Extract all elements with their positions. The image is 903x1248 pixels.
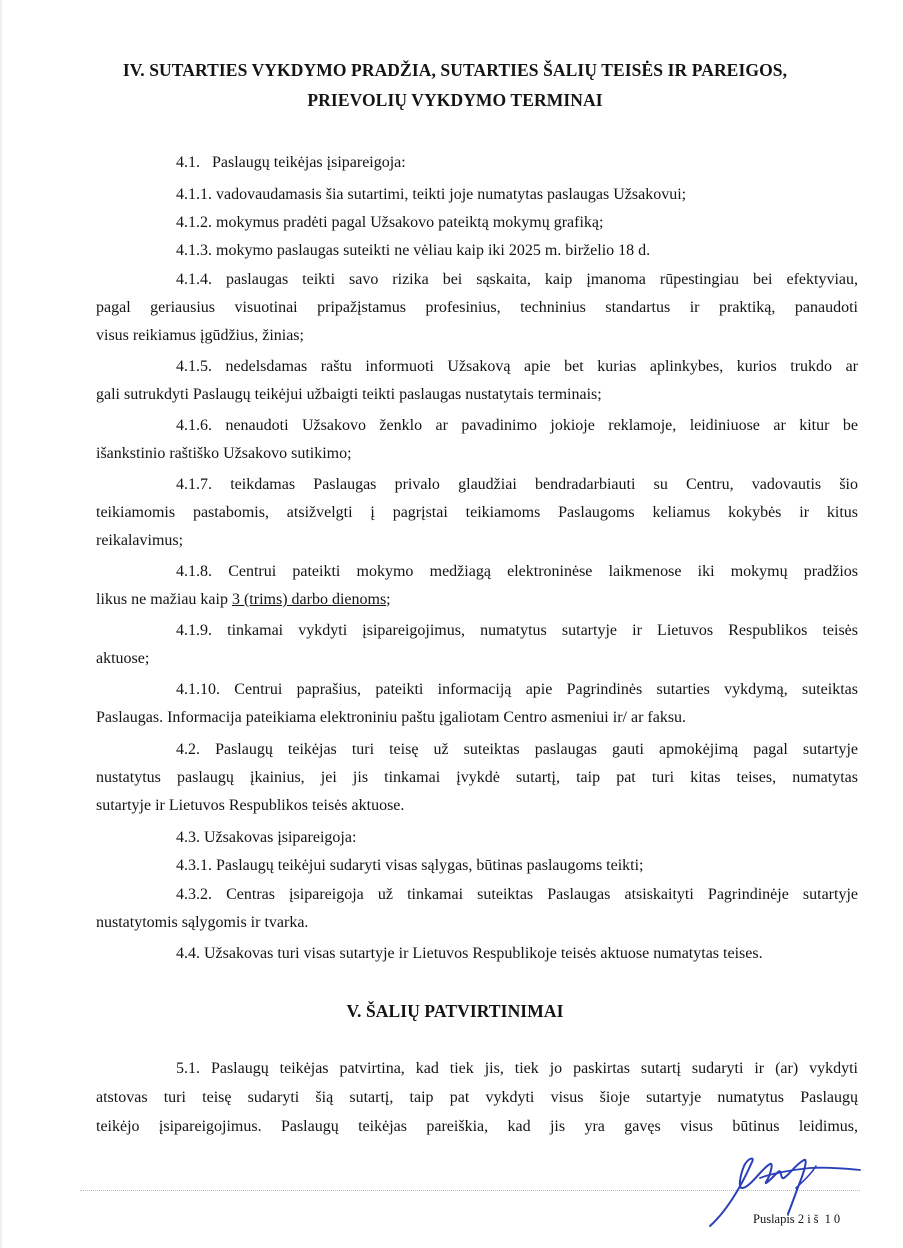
clause-4-3-1: 4.3.1. Paslaugų teikėjui sudaryti visas sąlygas, būtinas paslaugoms teikti; [176,857,644,874]
clause-4-1-7-line3: reikalavimus; [96,532,184,549]
page-label: Puslapis [753,1212,795,1226]
clause-4-2-line1: 4.2. Paslaugų teikėjas turi teisę už suteiktas paslaugas gauti apmokėjimą pagal sutartyje [176,741,858,758]
clause-5-1-line3: teikėjo įsipareigojimus. Paslaugų teikėjas pareiškia, kad jis yra gavęs visus būtinus leidimus, [96,1118,858,1135]
section-iv-title-line2: PRIEVOLIŲ VYKDYMO TERMINAI [307,90,603,110]
clause-4-1-3: 4.1.3. mokymo paslaugas suteikti ne vėliau kaip iki 2025 m. birželio 18 d. [176,242,651,259]
clause-4-1-4-line1: 4.1.4. paslaugas teikti savo rizika bei sąskaita, kaip įmanoma rūpestingiau bei efektyviau, [176,271,858,288]
clause-4-1-9-line2: aktuose; [96,650,150,667]
clause-5-1-line2: atstovas turi teisę sudaryti šią sutartį, taip pat vykdyti visus šioje sutartyje numatytus Paslaugų [96,1089,858,1106]
clause-4-1-4-line3: visus reikiamus įgūdžius, žinias; [96,327,304,344]
clause-4-1-4-line2: pagal geriausius visuotinai pripažįstamus profesinius, techninius standartus ir praktiką, panaudoti [96,299,858,316]
clause-4-1-7-line1: 4.1.7. teikdamas Paslaugas privalo glaudžiai bendradarbiauti su Centru, vadovautis šio [176,476,858,493]
page-total: 10 [824,1212,844,1226]
clause-4-3-2-line1: 4.3.2. Centras įsipareigoja už tinkamai suteiktas Paslaugas atsiskaityti Pagrindinėje sutartyje [176,886,858,903]
clause-4-1-9-line1: 4.1.9. tinkamai vykdyti įsipareigojimus, numatytus sutartyje ir Lietuvos Respublikos teisės [176,622,858,639]
scan-edge [0,0,2,1248]
clause-4-1-8-line2 [96,590,391,610]
clause-4-1-8-end: ; [386,591,391,608]
clause-4-1-10-line1: 4.1.10. Centrui paprašius, pateikti informaciją apie Pagrindinės sutarties vykdymą, suteiktas [176,681,858,698]
page-current: 2 [797,1212,805,1226]
clause-4-1-8-text: likus ne mažiau kaip [96,591,232,608]
clause-5-1-line1: 5.1. Paslaugų teikėjas patvirtina, kad tiek jis, tiek jo paskirtas sutartį sudaryti ir (ar) vykdyti [176,1060,858,1077]
clause-4-4: 4.4. Užsakovas turi visas sutartyje ir Lietuvos Respublikoje teisės aktuose numatytas teises. [176,945,763,962]
handwritten-signature [700,1148,870,1238]
clause-4-1-6-line1: 4.1.6. nenaudoti Užsakovo ženklo ar pavadinimo jokioje reklamoje, leidiniuose ar kitur be [176,417,858,434]
clause-4-1-1: 4.1.1. vadovaudamasis šia sutartimi, teikti joje numatytas paslaugas Užsakovui; [176,186,687,203]
clause-4-2-line3: sutartyje ir Lietuvos Respublikos teisės aktuose. [96,797,405,814]
clause-4-3-2-line2: nustatytomis sąlygomis ir tvarka. [96,914,309,931]
page-of: iš [807,1212,822,1226]
clause-4-1-10-line2: Paslaugas. Informacija pateikiama elektroniniu paštu įgaliotam Centro asmeniui ir/ ar faksu. [96,709,687,726]
clause-4-3: 4.3. Užsakovas įsipareigoja: [176,829,357,846]
clause-4-1-6-line2: išankstinio raštiško Užsakovo sutikimo; [96,445,352,462]
clause-4-1-5-line2: gali sutrukdyti Paslaugų teikėjui užbaigti teikti paslaugas nustatytais terminais; [96,386,602,403]
clause-4-2-line2: nustatytus paslaugų įkainius, jei jis tinkamai įvykdė sutartį, taip pat turi kitas teises, numatytas [96,769,858,786]
clause-4-1-7-line2: teikiamomis pastabomis, atsižvelgti į pagrįstai teikiamoms Paslaugoms keliamus kokybės ir kitus [96,504,858,521]
clause-4-1-5-line1: 4.1.5. nedelsdamas raštu informuoti Užsakovą apie bet kurias aplinkybes, kurios trukdo ar [176,358,858,375]
section-v-title: V. ŠALIŲ PATVIRTINIMAI [346,1001,564,1021]
clause-4-1-8-deadline: 3 (trims) darbo dienoms [231,591,387,608]
section-iv-title-line1: IV. SUTARTIES VYKDYMO PRADŽIA, SUTARTIES ŠALIŲ TEISĖS IR PAREIGOS, [122,60,788,80]
clause-4-1: 4.1. Paslaugų teikėjas įsipareigoja: [176,154,406,171]
clause-4-1-2: 4.1.2. mokymus pradėti pagal Užsakovo pateiktą mokymų grafiką; [176,214,604,231]
clause-4-1-8-line1: 4.1.8. Centrui pateikti mokymo medžiagą elektroninėse laikmenose iki mokymų pradžios [176,563,858,580]
